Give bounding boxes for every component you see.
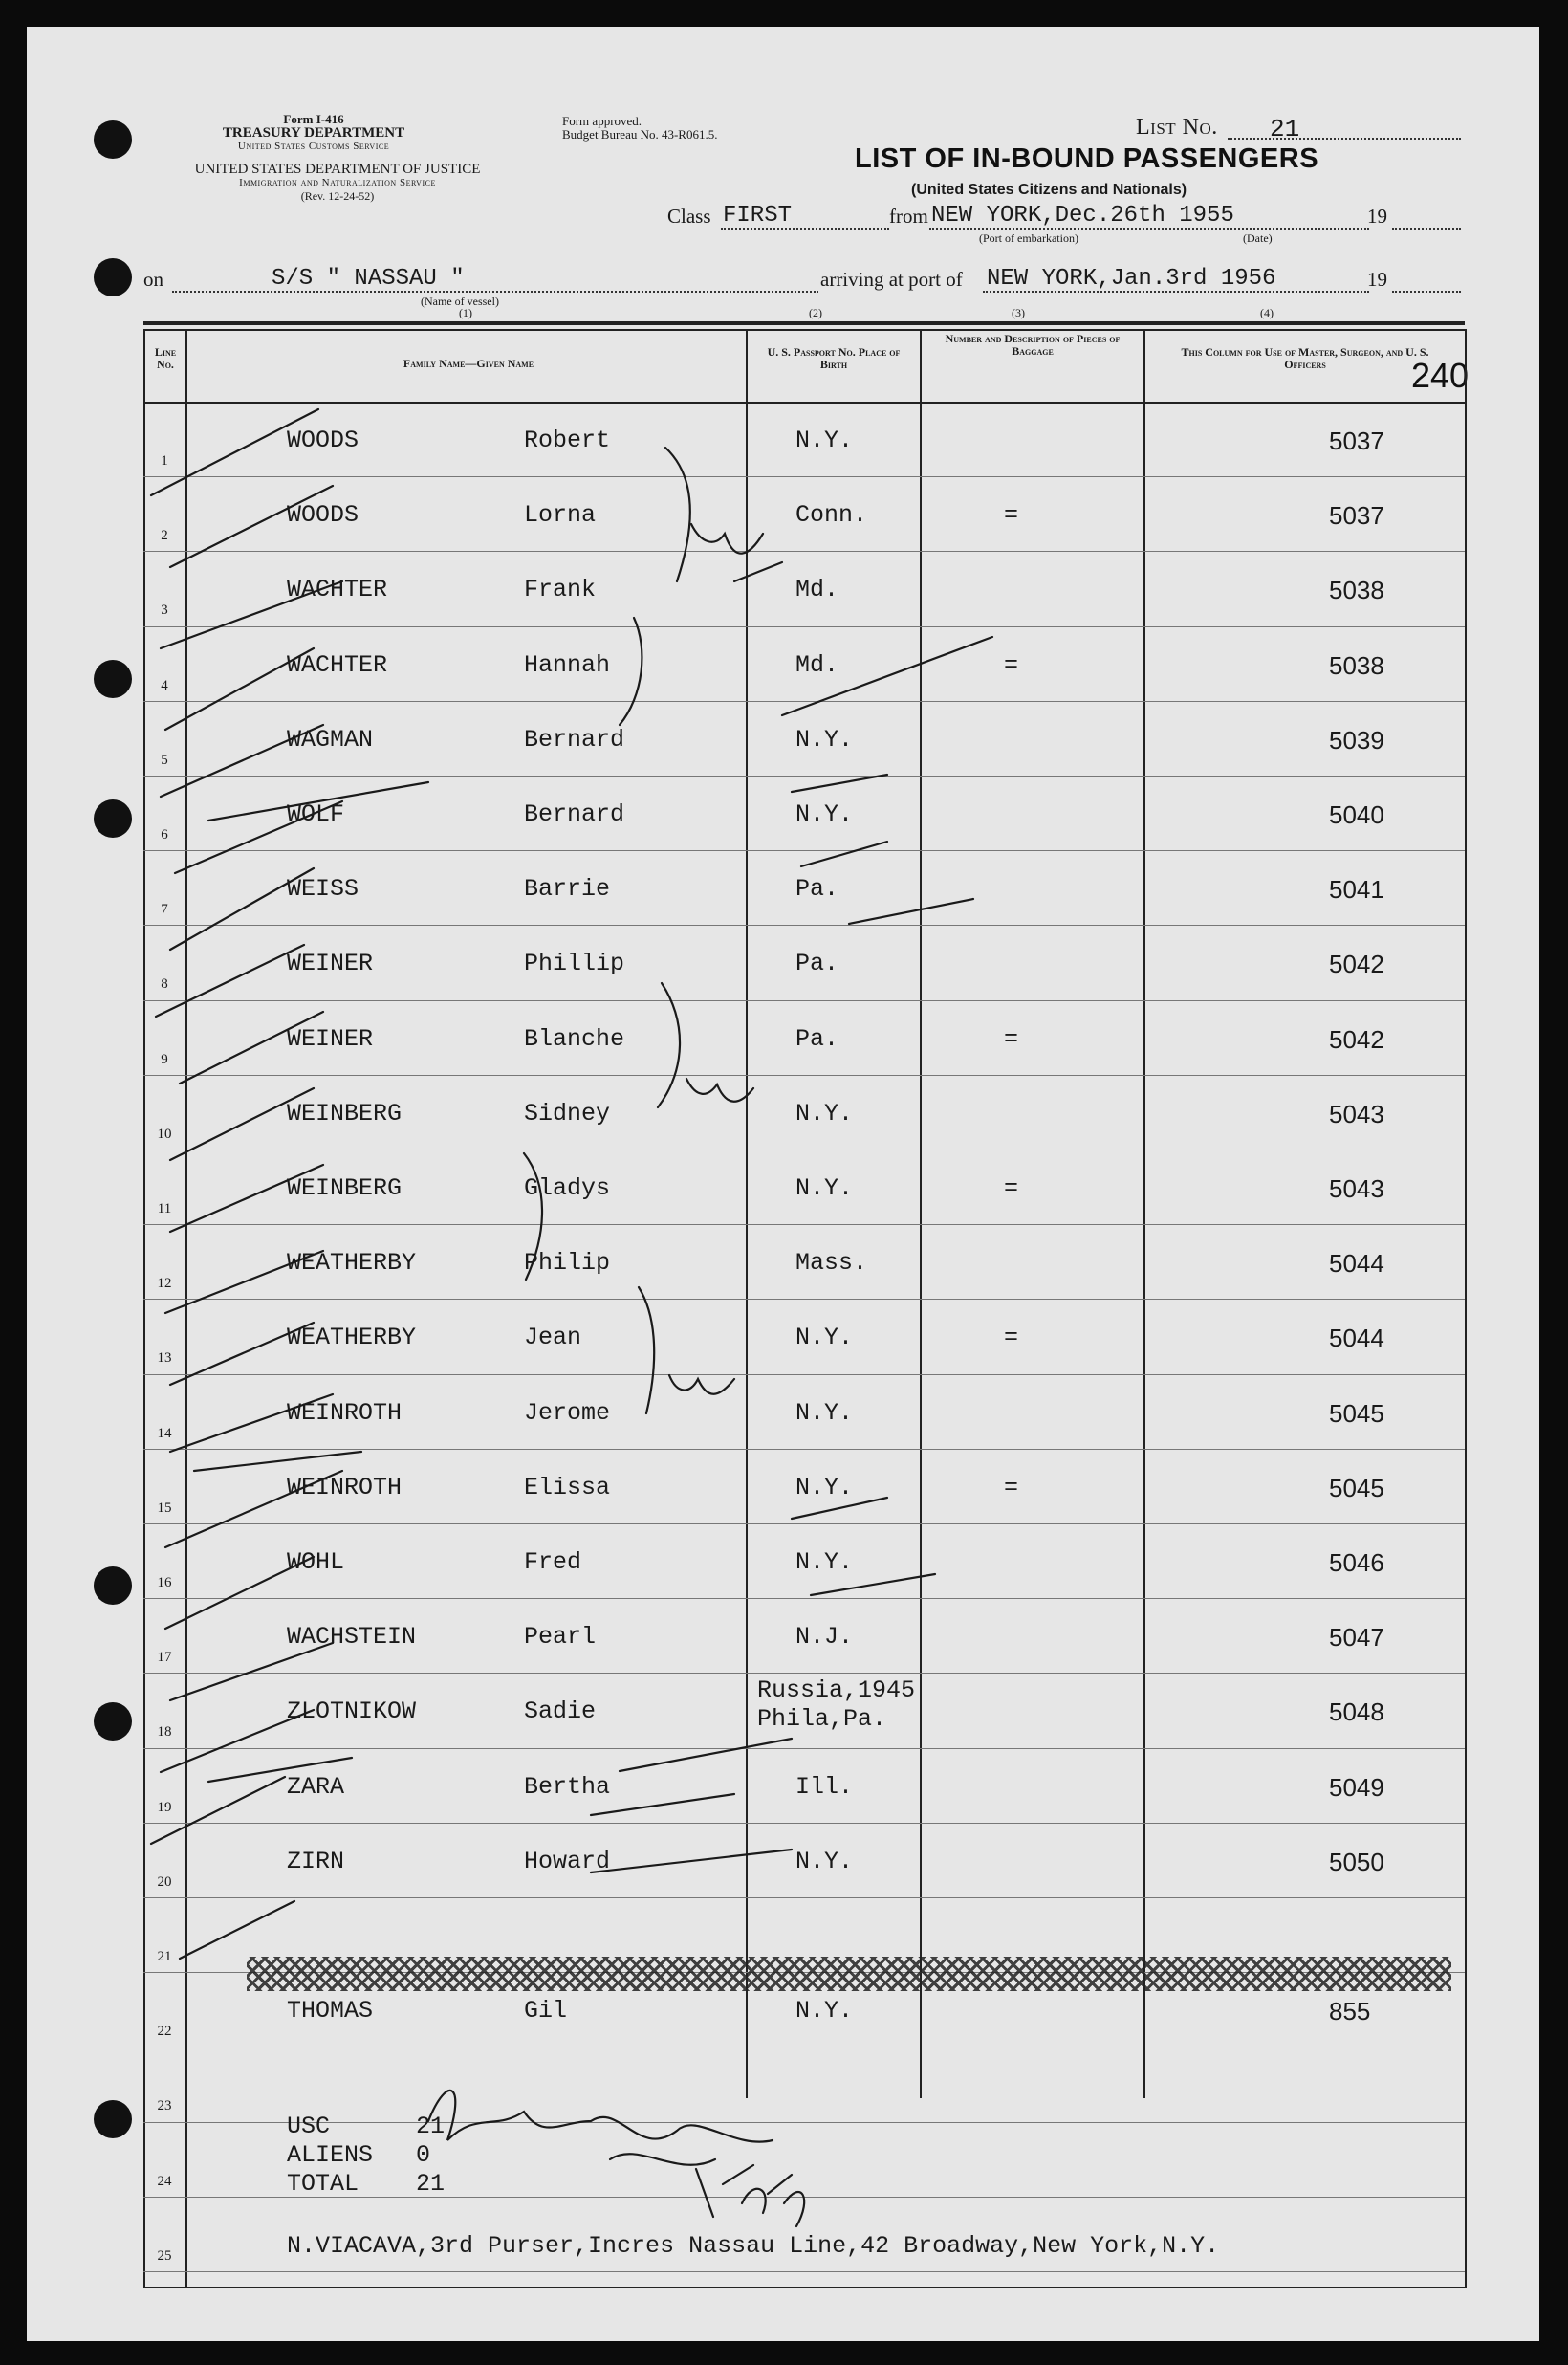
- officer-number: 5039: [1329, 725, 1384, 755]
- form-number: Form I-416: [283, 112, 344, 126]
- place-of-birth: Conn.: [795, 501, 868, 530]
- aliens-label: ALIENS: [287, 2141, 374, 2169]
- officer-number: 5038: [1329, 576, 1384, 605]
- col-header-baggage: Number and Description of Pieces of Baggage: [945, 332, 1121, 358]
- place-of-birth: N.Y.: [795, 1548, 854, 1576]
- year-line-2: [1392, 291, 1461, 293]
- place-of-birth: Pa.: [795, 950, 839, 978]
- officer-number: 5041: [1329, 875, 1384, 905]
- aliens-value: 0: [416, 2141, 431, 2169]
- given-name: Blanche: [524, 1024, 625, 1053]
- punch-hole-icon: [94, 120, 132, 159]
- row-rule: [143, 1075, 1465, 1076]
- purser-footer: N.VIACAVA,3rd Purser,Incres Nassau Line,42 Broadway,New York,N.Y.: [287, 2232, 1220, 2260]
- date-caption: (Date): [1243, 231, 1273, 245]
- row-rule: [143, 1897, 1465, 1898]
- vessel-caption: (Name of vessel): [421, 295, 499, 308]
- given-name: Lorna: [524, 501, 597, 530]
- officer-number: 5049: [1329, 1772, 1384, 1802]
- treasury-department: TREASURY DEPARTMENT: [222, 125, 405, 141]
- row-rule: [143, 1299, 1465, 1300]
- line-number: 17: [157, 1650, 172, 1666]
- family-name: WEATHERBY: [287, 1324, 417, 1352]
- col-header-passport: U. S. Passport No. Place of Birth: [767, 345, 901, 371]
- place-of-birth: Pa.: [795, 875, 839, 904]
- port-caption: (Port of embarkation): [979, 231, 1078, 245]
- baggage-mark: =: [1004, 1174, 1019, 1202]
- form-agency-block: [170, 113, 457, 153]
- given-name: Frank: [524, 576, 597, 604]
- officer-number: 5043: [1329, 1174, 1384, 1203]
- line-number: 18: [157, 1724, 172, 1741]
- row-rule: [143, 1224, 1465, 1225]
- class-label: Class: [667, 205, 711, 228]
- family-name: WACHTER: [287, 576, 388, 604]
- punch-hole-icon: [94, 2100, 132, 2138]
- line-number: 4: [161, 677, 168, 693]
- page-title: LIST OF IN-BOUND PASSENGERS: [855, 143, 1319, 174]
- family-name: WEISS: [287, 875, 359, 904]
- col-divider-passport: [920, 329, 922, 2098]
- punch-hole-icon: [94, 1566, 132, 1605]
- year-label-2: 19: [1367, 268, 1387, 291]
- line-number: 3: [161, 602, 168, 619]
- page-number: 240: [1411, 356, 1470, 395]
- place-of-birth: Mass.: [795, 1249, 868, 1278]
- place-of-birth: N.Y.: [795, 1174, 854, 1202]
- row-rule: [143, 1523, 1465, 1524]
- given-name: Sidney: [524, 1099, 611, 1128]
- row-rule: [143, 850, 1465, 851]
- family-name: WACHSTEIN: [287, 1623, 417, 1652]
- row-rule: [143, 1823, 1465, 1824]
- row-rule: [143, 551, 1465, 552]
- given-name: Bernard: [524, 725, 625, 754]
- col-divider-baggage: [1143, 329, 1145, 2098]
- form-revision: (Rev. 12-24-52): [300, 189, 375, 203]
- family-name: WOODS: [287, 501, 359, 530]
- col-number-2: (2): [809, 306, 822, 319]
- immigration-service: Immigration and Naturalization Service: [239, 177, 436, 188]
- line-number: 12: [157, 1276, 172, 1292]
- officer-number: 5047: [1329, 1623, 1384, 1653]
- family-name: WEINROTH: [287, 1398, 403, 1427]
- col-divider-line: [185, 329, 187, 2287]
- given-name: Hannah: [524, 650, 611, 679]
- manifest-page: [27, 27, 1539, 2341]
- line-number: 16: [157, 1575, 172, 1590]
- line-number: 1: [161, 453, 168, 469]
- line-number: 2: [161, 528, 168, 544]
- baggage-mark: =: [1004, 501, 1019, 530]
- row-rule: [143, 1374, 1465, 1375]
- col-number-4: (4): [1260, 306, 1274, 319]
- officer-number: 5040: [1329, 800, 1384, 829]
- baggage-mark: =: [1004, 1473, 1019, 1501]
- officer-number: 5037: [1329, 501, 1384, 531]
- officer-number: 5044: [1329, 1249, 1384, 1279]
- place-of-birth: N.Y.: [795, 1997, 854, 2026]
- family-name: WEINBERG: [287, 1099, 403, 1128]
- place-of-birth: Md.: [795, 650, 839, 679]
- line-number: 19: [157, 1799, 172, 1815]
- table-top-rule: [143, 321, 1465, 325]
- row-rule: [143, 776, 1465, 777]
- given-name: Barrie: [524, 875, 611, 904]
- family-name: WOHL: [287, 1548, 345, 1576]
- col-number-3: (3): [1012, 306, 1025, 319]
- family-name: THOMAS: [287, 1997, 374, 2026]
- row-rule: [143, 1748, 1465, 1749]
- line-number: 25: [157, 2247, 172, 2264]
- on-label: on: [143, 268, 163, 291]
- year-line: [1392, 228, 1461, 230]
- officer-number: 5045: [1329, 1473, 1384, 1502]
- officer-number: 5046: [1329, 1548, 1384, 1577]
- punch-hole-icon: [94, 258, 132, 296]
- line-number: 22: [157, 2024, 172, 2040]
- line-number: 21: [157, 1949, 172, 1964]
- line-number: 23: [157, 2098, 172, 2114]
- officer-number: 5038: [1329, 650, 1384, 680]
- row-rule: [143, 1673, 1465, 1674]
- line-number: 7: [161, 902, 168, 918]
- officer-number: 5048: [1329, 1697, 1384, 1727]
- family-name: ZLOTNIKOW: [287, 1697, 417, 1726]
- given-name: Robert: [524, 427, 611, 454]
- place-of-birth: N.Y.: [795, 1398, 854, 1427]
- punch-hole-icon: [94, 1702, 132, 1741]
- from-value: NEW YORK,Dec.26th 1955: [931, 203, 1234, 229]
- place-of-birth: N.Y.: [795, 725, 854, 754]
- line-number: 15: [157, 1500, 172, 1516]
- vessel-line: [172, 291, 818, 293]
- given-name: Jerome: [524, 1398, 611, 1427]
- approval-block: [562, 115, 717, 142]
- line-number: 24: [157, 2173, 172, 2189]
- officer-number: 5042: [1329, 950, 1384, 979]
- vessel-value: S/S " NASSAU ": [272, 266, 465, 292]
- row-rule: [143, 1449, 1465, 1450]
- line-number: 5: [161, 752, 168, 768]
- row-rule: [143, 2122, 1465, 2123]
- page-subtitle: (United States Citizens and Nationals): [911, 182, 1187, 198]
- row-rule: [143, 626, 1465, 627]
- family-name: WACHTER: [287, 650, 388, 679]
- place-of-birth: N.Y.: [795, 800, 854, 828]
- place-of-birth: N.Y.: [795, 427, 854, 454]
- justice-department: UNITED STATES DEPARTMENT OF JUSTICE: [194, 162, 481, 177]
- family-name: WOODS: [287, 427, 359, 454]
- header-rule: [143, 402, 1465, 404]
- family-name: ZARA: [287, 1772, 345, 1801]
- row-rule: [143, 701, 1465, 702]
- line-number: 9: [161, 1051, 168, 1067]
- baggage-mark: =: [1004, 650, 1019, 679]
- list-no-label: List No.: [1136, 115, 1218, 140]
- usc-label: USC: [287, 2113, 331, 2140]
- place-of-birth: Ill.: [795, 1772, 854, 1801]
- family-name: WEINER: [287, 1024, 374, 1053]
- line-number: 11: [157, 1201, 172, 1216]
- row-rule: [143, 1000, 1465, 1001]
- from-label: from: [889, 205, 928, 228]
- family-name: ZIRN: [287, 1847, 345, 1875]
- given-name: Phillip: [524, 950, 625, 978]
- struck-entry: [247, 1957, 1451, 1991]
- row-rule: [143, 925, 1465, 926]
- line-number: 10: [157, 1126, 172, 1142]
- line-number: 20: [157, 1873, 172, 1890]
- place-of-birth: N.Y.: [795, 1324, 854, 1352]
- line-number: 8: [161, 976, 168, 993]
- punch-hole-icon: [94, 660, 132, 698]
- given-name: Jean: [524, 1324, 582, 1352]
- place-of-birth: N.J.: [795, 1623, 854, 1652]
- given-name: Howard: [524, 1847, 611, 1875]
- given-name: Fred: [524, 1548, 582, 1576]
- usc-value: 21: [416, 2113, 446, 2140]
- row-rule: [143, 2271, 1465, 2272]
- given-name: Philip: [524, 1249, 611, 1278]
- place-of-birth: Md.: [795, 576, 839, 604]
- family-name: WEINER: [287, 950, 374, 978]
- officer-number: 5044: [1329, 1324, 1384, 1353]
- class-value: FIRST: [723, 203, 793, 229]
- arrival-value: NEW YORK,Jan.3rd 1956: [987, 266, 1276, 292]
- family-name: WEATHERBY: [287, 1249, 417, 1278]
- year-label: 19: [1367, 205, 1387, 228]
- line-number: 13: [157, 1350, 172, 1367]
- given-name: Bernard: [524, 800, 625, 828]
- list-no-value: 21: [1270, 115, 1300, 143]
- row-rule: [143, 476, 1465, 477]
- officer-number: 5045: [1329, 1398, 1384, 1428]
- line-number: 6: [161, 827, 168, 843]
- officer-number: 5042: [1329, 1024, 1384, 1054]
- officer-number: 5043: [1329, 1099, 1384, 1128]
- passenger-table: [143, 329, 1465, 2287]
- place-of-birth: N.Y.: [795, 1099, 854, 1128]
- place-of-birth: N.Y.: [795, 1847, 854, 1875]
- family-name: WEINBERG: [287, 1174, 403, 1202]
- given-name: Gladys: [524, 1174, 611, 1202]
- arriving-label: arriving at port of: [820, 268, 963, 291]
- row-rule: [143, 1598, 1465, 1599]
- justice-block: [132, 163, 543, 203]
- officer-number: 5037: [1329, 427, 1384, 455]
- col-header-officers: This Column for Use of Master, Surgeon, and U. S. Officers: [1181, 345, 1429, 371]
- place-of-birth: Pa.: [795, 1024, 839, 1053]
- budget-bureau: Budget Bureau No. 43-R061.5.: [562, 127, 718, 142]
- given-name: Pearl: [524, 1623, 597, 1652]
- family-name: WOLF: [287, 800, 345, 828]
- given-name: Bertha: [524, 1772, 611, 1801]
- given-name: Gil: [524, 1997, 568, 2026]
- total-label: TOTAL: [287, 2170, 359, 2198]
- col-divider-name: [746, 329, 748, 2098]
- table-border: [143, 329, 1470, 2288]
- col-header-name: Family Name—Given Name: [403, 357, 534, 370]
- family-name: WEINROTH: [287, 1473, 403, 1501]
- punch-hole-icon: [94, 799, 132, 838]
- total-value: 21: [416, 2170, 446, 2198]
- baggage-mark: =: [1004, 1324, 1019, 1352]
- customs-service: United States Customs Service: [237, 141, 390, 152]
- list-no-line: [1228, 138, 1461, 140]
- col-header-line: Line No.: [154, 345, 177, 371]
- baggage-mark: =: [1004, 1024, 1019, 1053]
- officer-number: 855: [1329, 1997, 1371, 2026]
- vessel-col-number: (1): [459, 306, 472, 319]
- place-of-birth: N.Y.: [795, 1473, 854, 1501]
- line-number: 14: [157, 1425, 172, 1441]
- family-name: WAGMAN: [287, 725, 374, 754]
- place-of-birth: Russia,1945 Phila,Pa.: [757, 1676, 916, 1734]
- given-name: Sadie: [524, 1697, 597, 1726]
- given-name: Elissa: [524, 1473, 611, 1501]
- form-approved: Form approved.: [562, 114, 642, 128]
- officer-number: 5050: [1329, 1847, 1384, 1876]
